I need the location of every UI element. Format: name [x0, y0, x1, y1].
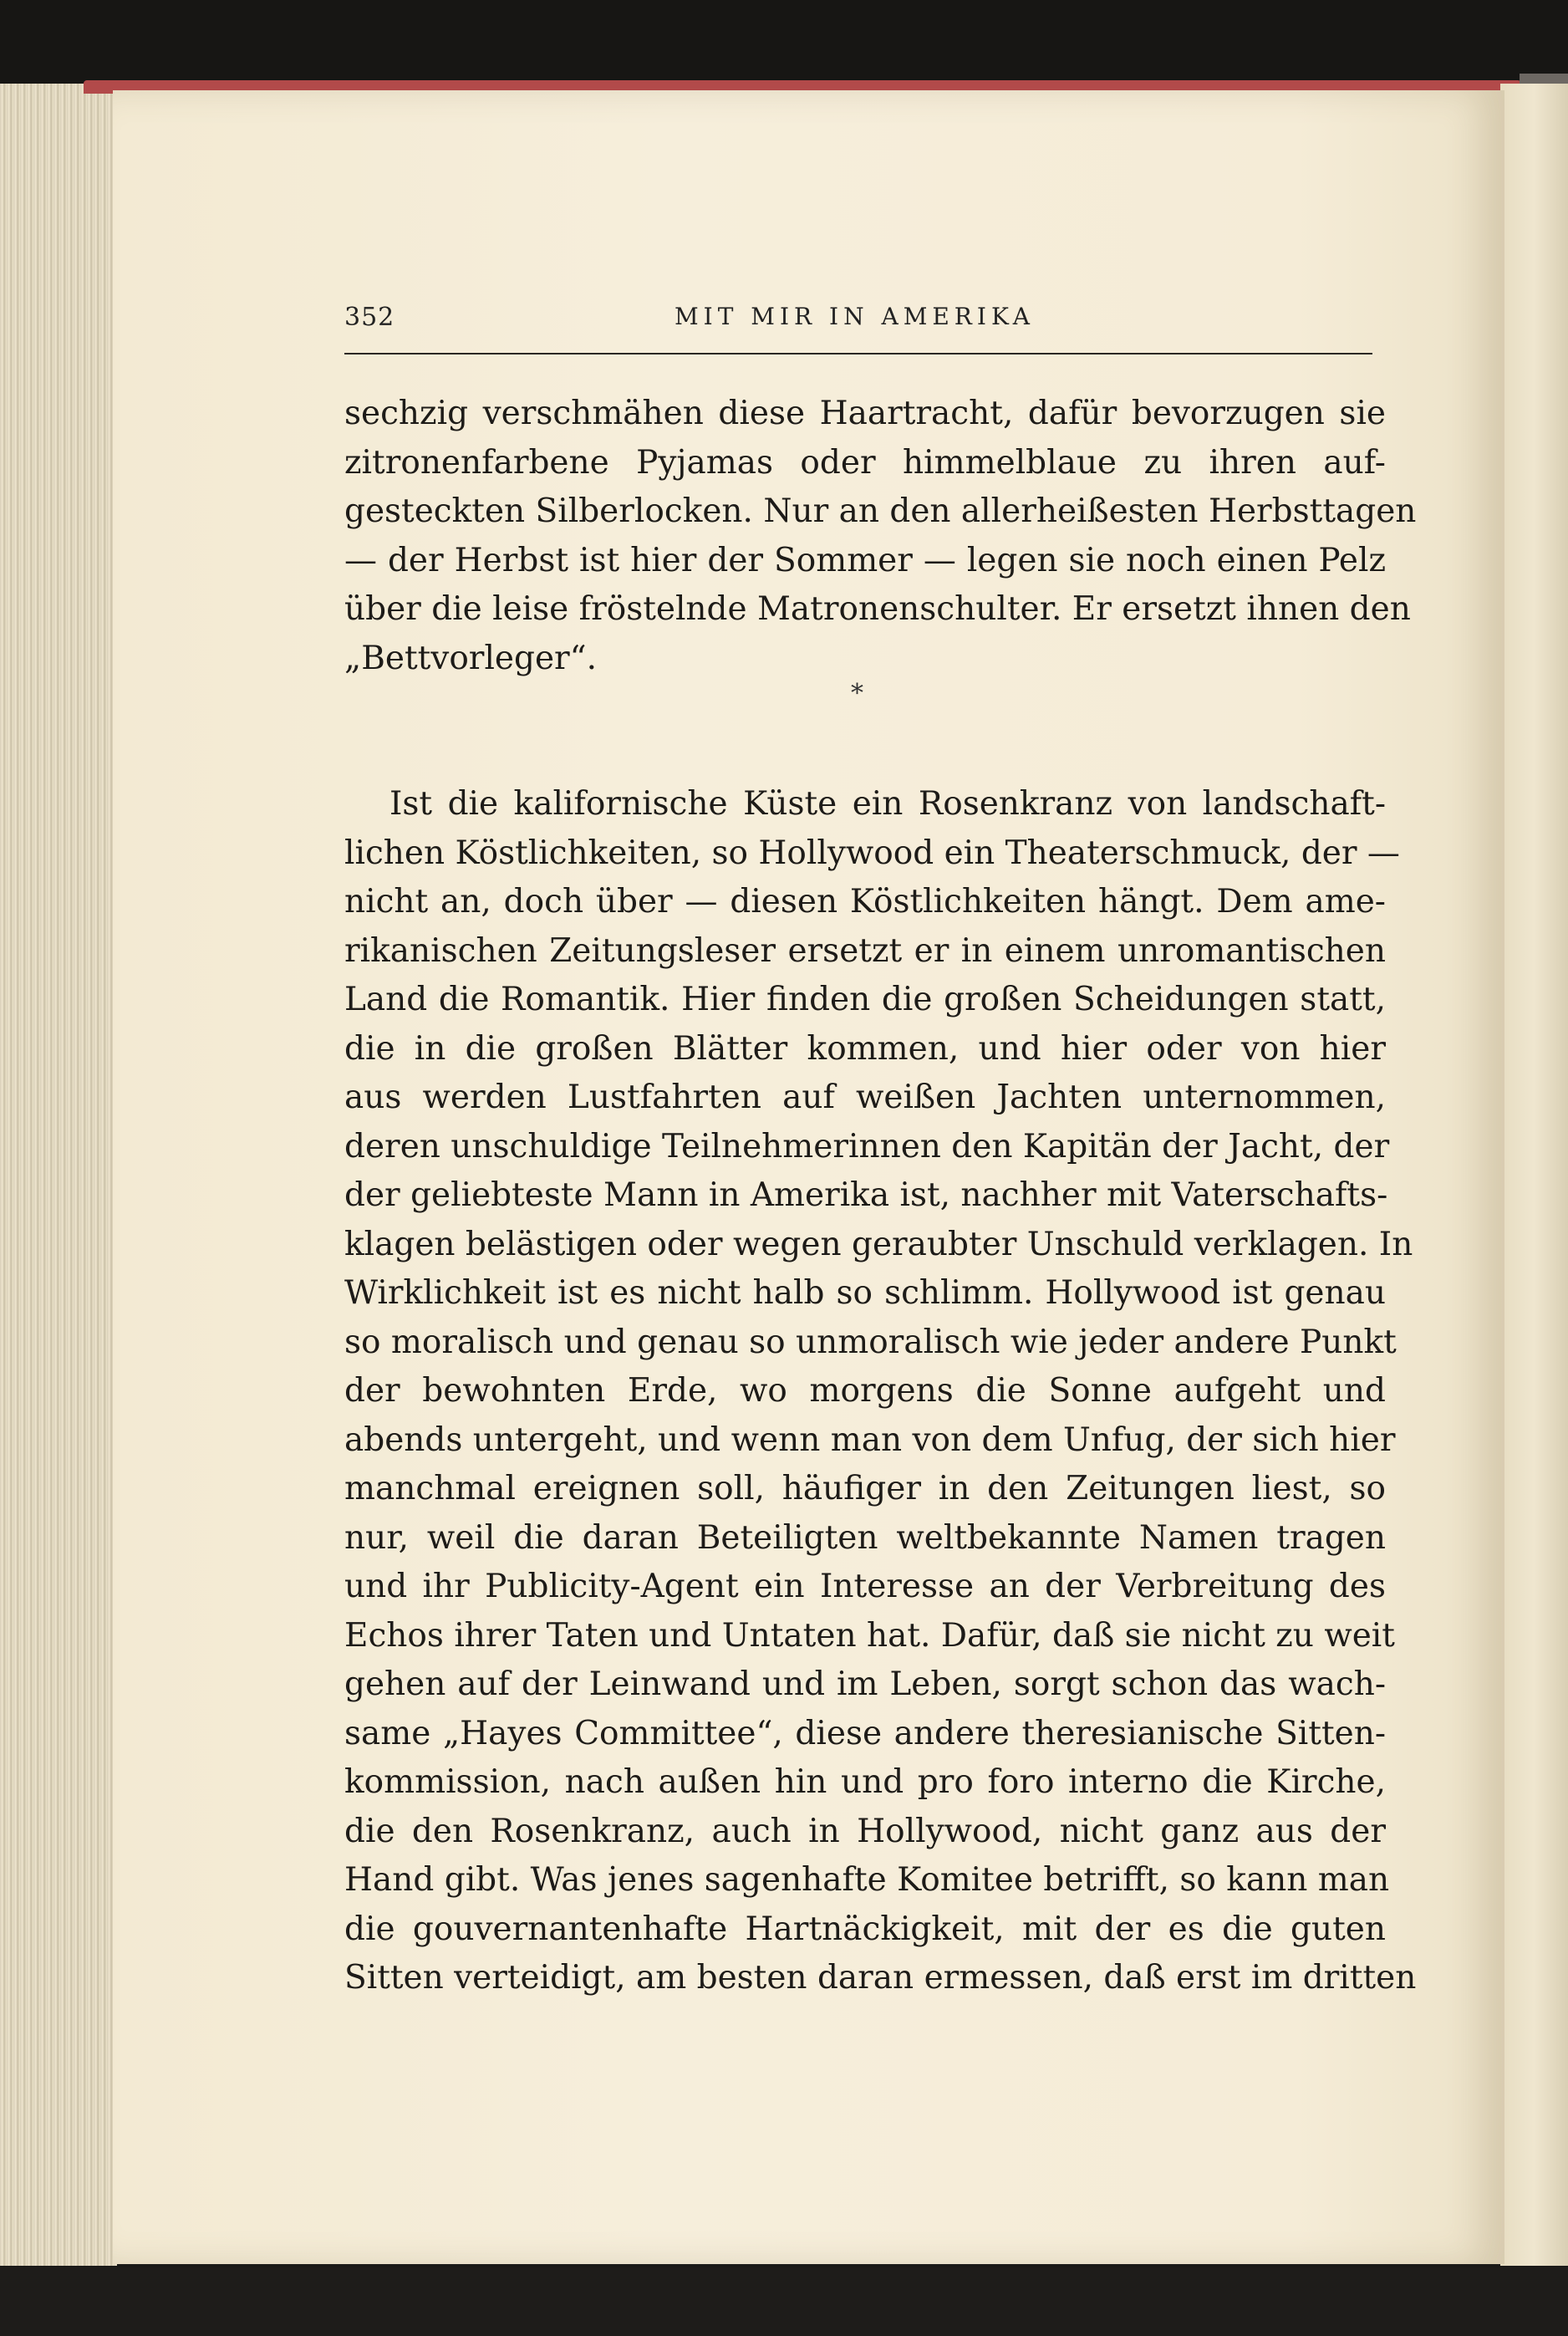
- text-line: Sitten verteidigt, am besten daran ermessen, daß erst im dritten: [344, 1959, 1417, 1997]
- text-line: aus werden Lustfahrten auf weißen Jachten unternommen,: [344, 1079, 1386, 1116]
- page-header: [344, 303, 1372, 354]
- text-line: klagen belästigen oder wegen geraubter Unschuld verklagen. In: [344, 1225, 1413, 1263]
- text-line: lichen Köstlichkeiten, so Hollywood ein Theaterschmuck, der —: [344, 834, 1400, 872]
- text-line: und ihr Publicity-Agent ein Interesse an der Verbreitung des: [344, 1568, 1386, 1605]
- scan-background-top: [0, 0, 1568, 88]
- section-break-asterisk: *: [851, 679, 863, 708]
- text-line: sechzig verschmähen diese Haartracht, dafür bevorzugen sie: [344, 395, 1386, 432]
- running-head: MIT MIR IN AMERIKA: [675, 303, 1035, 330]
- paragraph-1: [344, 390, 1417, 683]
- text-line: der geliebteste Mann in Amerika ist, nachher mit Vaterschafts-: [344, 1176, 1388, 1214]
- text-line: Land die Romantik. Hier finden die großen Scheidungen statt,: [344, 981, 1386, 1018]
- text-line: die in die großen Blätter kommen, und hier oder von hier: [344, 1029, 1386, 1068]
- text-line: abends untergeht, und wenn man von dem Unfug, der sich hier: [344, 1420, 1396, 1459]
- text-line: die den Rosenkranz, auch in Hollywood, nicht ganz aus der: [344, 1812, 1386, 1850]
- page-edge-right: [1500, 84, 1568, 2266]
- text-line: deren unschuldige Teilnehmerinnen den Kapitän der Jacht, der: [344, 1127, 1390, 1165]
- text-line: Ist die kalifornische Küste ein Rosenkranz von landschaft-: [389, 785, 1386, 823]
- page-number: 352: [344, 303, 395, 332]
- page-edges-left: [0, 84, 117, 2266]
- text-line: zitronenfarbene Pyjamas oder himmelblaue zu ihren auf-: [344, 443, 1386, 482]
- text-line: der bewohnten Erde, wo morgens die Sonne aufgeht und: [344, 1372, 1386, 1410]
- text-line: Wirklichkeit ist es nicht halb so schlimm. Hollywood ist genau: [344, 1274, 1386, 1312]
- text-line: die gouvernantenhafte Hartnäckigkeit, mit der es die guten: [344, 1910, 1386, 1948]
- text-line: gesteckten Silberlocken. Nur an den allerheißesten Herbsttagen: [344, 492, 1417, 530]
- text-line: kommission, nach außen hin und pro foro interno die Kirche,: [344, 1763, 1386, 1801]
- text-line: so moralisch und genau so unmoralisch wie jeder andere Punkt: [344, 1323, 1397, 1361]
- paragraph-2: [344, 780, 1417, 2003]
- text-line: same „Hayes Committee“, diese andere theresianische Sitten-: [344, 1714, 1386, 1752]
- body-text: [344, 390, 1417, 2003]
- text-line: manchmal ereignen soll, häufiger in den Zeitungen liest, so: [344, 1470, 1386, 1507]
- text-line: Echos ihrer Taten und Untaten hat. Dafür, daß sie nicht zu weit: [344, 1616, 1395, 1655]
- text-line: „Bettvorleger“.: [344, 639, 598, 677]
- text-line: gehen auf der Leinwand und im Leben, sorgt schon das wach-: [344, 1665, 1386, 1703]
- text-line: rikanischen Zeitungsleser ersetzt er in einem unromantischen: [344, 931, 1386, 970]
- scan-background-bottom: [0, 2267, 1568, 2336]
- text-line: — der Herbst ist hier der Sommer — legen sie noch einen Pelz: [344, 541, 1386, 579]
- text-line: nicht an, doch über — diesen Köstlichkeiten hängt. Dem ame-: [344, 883, 1386, 921]
- text-line: über die leise fröstelnde Matronenschulter. Er ersetzt ihnen den: [344, 590, 1411, 628]
- text-line: nur, weil die daran Beteiligten weltbekannte Namen tragen: [344, 1518, 1386, 1557]
- text-line: Hand gibt. Was jenes sagenhafte Komitee betrifft, so kann man: [344, 1861, 1390, 1899]
